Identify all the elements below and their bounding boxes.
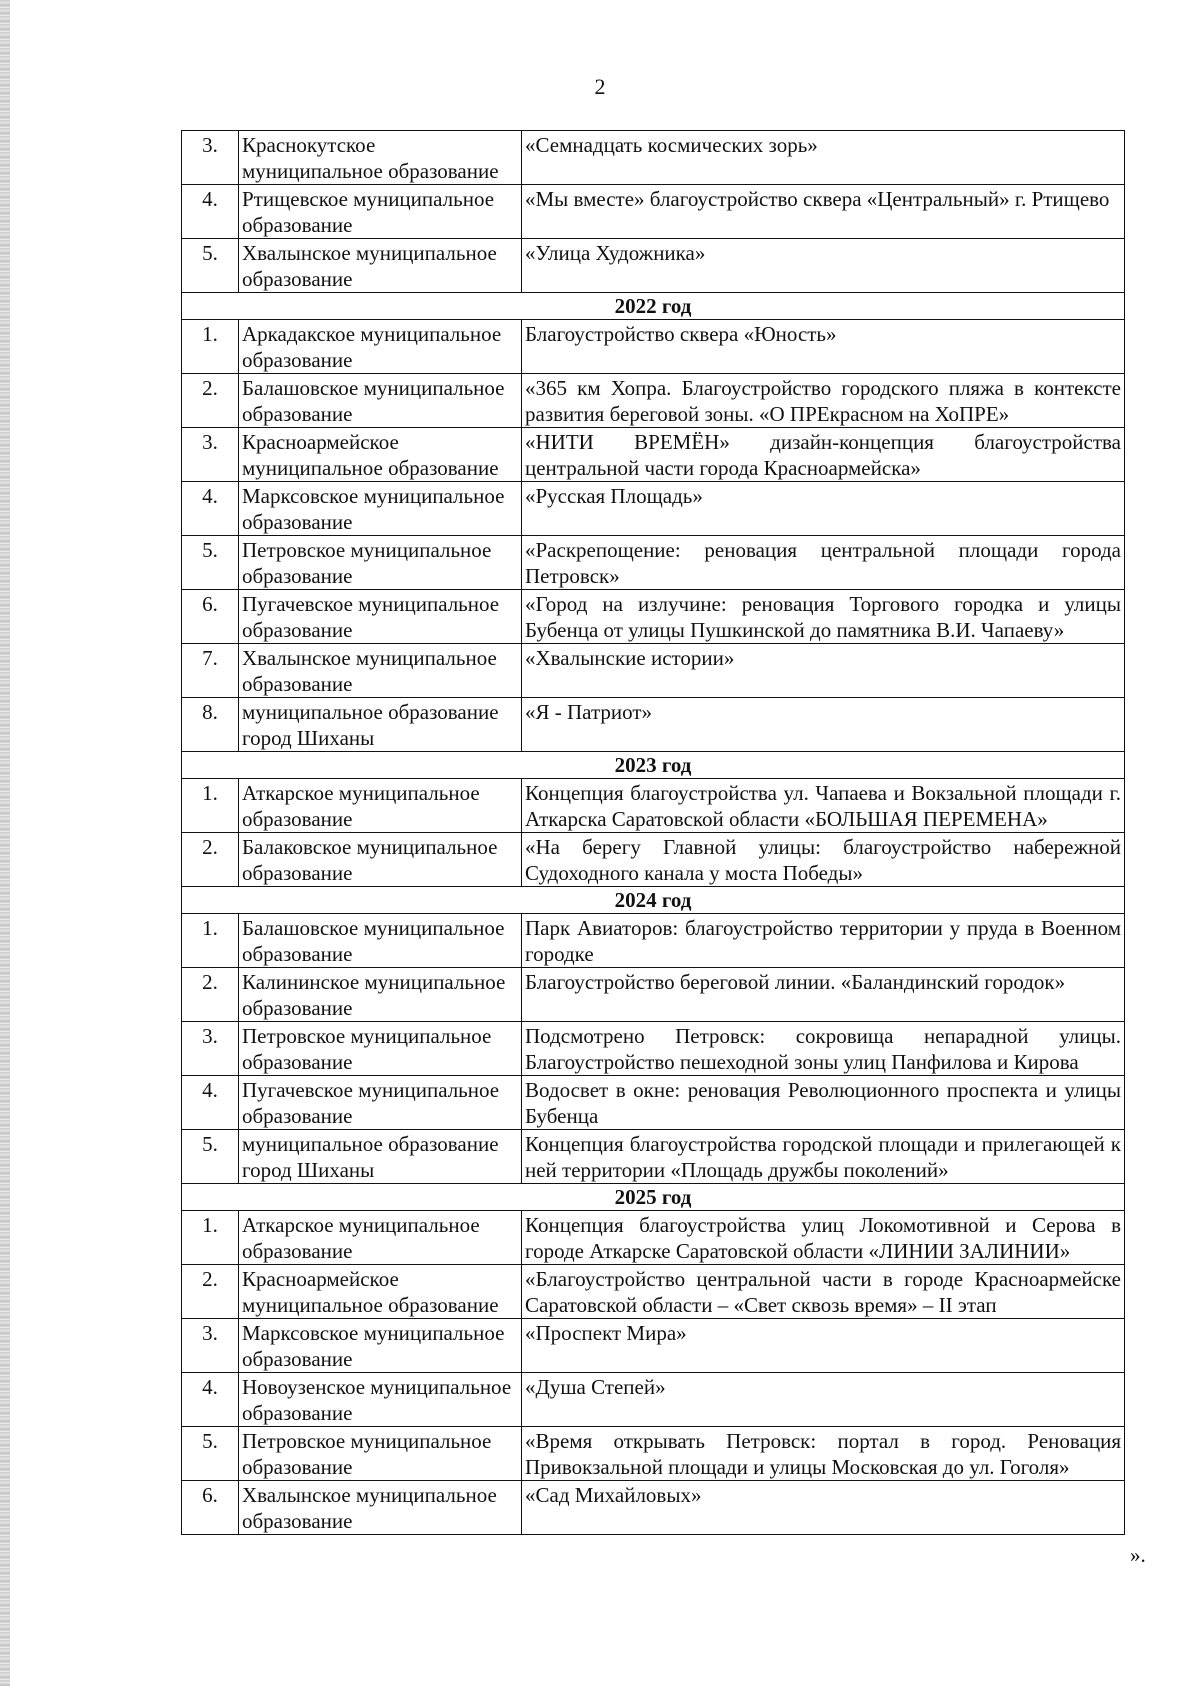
municipality-name: Пугачевское муниципальное образование — [239, 1076, 522, 1130]
page-number: 2 — [594, 74, 606, 99]
row-number: 3. — [182, 1319, 239, 1373]
table-row — [182, 482, 1125, 536]
row-number: 6. — [182, 1481, 239, 1535]
municipality-name: Марксовское муниципальное образование — [239, 482, 522, 536]
table-row — [182, 590, 1125, 644]
year-header-row — [182, 293, 1125, 320]
row-number: 4. — [182, 185, 239, 239]
table-row — [182, 185, 1125, 239]
table-row — [182, 428, 1125, 482]
row-number: 2. — [182, 968, 239, 1022]
project-title: «Душа Степей» — [522, 1373, 1125, 1427]
row-number: 5. — [182, 1427, 239, 1481]
row-number: 3. — [182, 1022, 239, 1076]
project-title: Водосвет в окне: реновация Революционного проспекта и улицы Бубенца — [522, 1076, 1125, 1130]
municipality-name: Петровское муниципальное образование — [239, 1022, 522, 1076]
year-header: 2025 год — [182, 1184, 1125, 1211]
table-row — [182, 131, 1125, 185]
project-title: «Город на излучине: реновация Торгового городка и улицы Бубенца от улицы Пушкинской до памятника В.И. Чапаеву» — [522, 590, 1125, 644]
project-title: Подсмотрено Петровск: сокровища непарадной улицы. Благоустройство пешеходной зоны улиц Панфилова и Кирова — [522, 1022, 1125, 1076]
table-row — [182, 374, 1125, 428]
row-number: 3. — [182, 131, 239, 185]
project-title: «Время открывать Петровск: портал в город. Реновация Привокзальной площади и улицы Московская до ул. Гоголя» — [522, 1427, 1125, 1481]
table-row — [182, 1265, 1125, 1319]
row-number: 2. — [182, 374, 239, 428]
year-header-row — [182, 1184, 1125, 1211]
municipality-name: Новоузенское муниципальное образование — [239, 1373, 522, 1427]
table-row — [182, 239, 1125, 293]
municipality-name: муниципальное образование город Шиханы — [239, 1130, 522, 1184]
year-header: 2024 год — [182, 887, 1125, 914]
table-row — [182, 1481, 1125, 1535]
table-row — [182, 320, 1125, 374]
closing-quote-mark: ». — [1130, 1543, 1146, 1567]
project-title: Концепция благоустройства ул. Чапаева и Вокзальной площади г. Аткарска Саратовской области «БОЛЬШАЯ ПЕРЕМЕНА» — [522, 779, 1125, 833]
project-title: «Благоустройство центральной части в городе Красноармейске Саратовской области – «Свет сквозь время» – II этап — [522, 1265, 1125, 1319]
table-body — [182, 131, 1125, 1535]
row-number: 8. — [182, 698, 239, 752]
year-header: 2023 год — [182, 752, 1125, 779]
municipality-name: Ртищевское муниципальное образование — [239, 185, 522, 239]
municipality-name: муниципальное образование город Шиханы — [239, 698, 522, 752]
table-row — [182, 536, 1125, 590]
municipality-name: Красноармейское муниципальное образование — [239, 1265, 522, 1319]
row-number: 1. — [182, 779, 239, 833]
year-header-row — [182, 887, 1125, 914]
row-number: 5. — [182, 239, 239, 293]
project-title: Концепция благоустройства улиц Локомотивной и Серова в городе Аткарске Саратовской области «ЛИНИИ ЗАЛИНИИ» — [522, 1211, 1125, 1265]
table-row — [182, 1427, 1125, 1481]
project-title: «Русская Площадь» — [522, 482, 1125, 536]
row-number: 4. — [182, 1076, 239, 1130]
municipality-name: Балашовское муниципальное образование — [239, 374, 522, 428]
municipality-name: Хвалынское муниципальное образование — [239, 1481, 522, 1535]
row-number: 3. — [182, 428, 239, 482]
municipality-name: Балаковское муниципальное образование — [239, 833, 522, 887]
project-title: «Проспект Мира» — [522, 1319, 1125, 1373]
project-title: Благоустройство сквера «Юность» — [522, 320, 1125, 374]
municipality-name: Краснокутское муниципальное образование — [239, 131, 522, 185]
row-number: 2. — [182, 833, 239, 887]
project-title: «На берегу Главной улицы: благоустройство набережной Судоходного канала у моста Победы» — [522, 833, 1125, 887]
project-title: «Я - Патриот» — [522, 698, 1125, 752]
row-number: 4. — [182, 1373, 239, 1427]
table-row — [182, 833, 1125, 887]
table-row — [182, 1076, 1125, 1130]
municipality-name: Петровское муниципальное образование — [239, 1427, 522, 1481]
table-row — [182, 914, 1125, 968]
project-title: «Раскрепощение: реновация центральной площади города Петровск» — [522, 536, 1125, 590]
row-number: 1. — [182, 914, 239, 968]
table-row — [182, 1319, 1125, 1373]
row-number: 7. — [182, 644, 239, 698]
row-number: 2. — [182, 1265, 239, 1319]
row-number: 5. — [182, 1130, 239, 1184]
row-number: 4. — [182, 482, 239, 536]
municipality-name: Пугачевское муниципальное образование — [239, 590, 522, 644]
table-row — [182, 698, 1125, 752]
project-title: Концепция благоустройства городской площади и прилегающей к ней территории «Площадь дружбы поколений» — [522, 1130, 1125, 1184]
table-row — [182, 1373, 1125, 1427]
table-row — [182, 968, 1125, 1022]
municipality-name: Аткарское муниципальное образование — [239, 1211, 522, 1265]
project-title: «Мы вместе» благоустройство сквера «Центральный» г. Ртищево — [522, 185, 1125, 239]
project-title: «Улица Художника» — [522, 239, 1125, 293]
municipality-name: Аткарское муниципальное образование — [239, 779, 522, 833]
table-row — [182, 1130, 1125, 1184]
projects-table — [181, 130, 1125, 1535]
project-title: «365 км Хопра. Благоустройство городского пляжа в контексте развития береговой зоны. «О ПРЕкрасном на ХоПРЕ» — [522, 374, 1125, 428]
municipality-name: Калининское муниципальное образование — [239, 968, 522, 1022]
table-row — [182, 1211, 1125, 1265]
row-number: 1. — [182, 1211, 239, 1265]
project-title: «Сад Михайловых» — [522, 1481, 1125, 1535]
row-number: 1. — [182, 320, 239, 374]
project-title: «Семнадцать космических зорь» — [522, 131, 1125, 185]
municipality-name: Аркадакское муниципальное образование — [239, 320, 522, 374]
row-number: 6. — [182, 590, 239, 644]
municipality-name: Красноармейское муниципальное образование — [239, 428, 522, 482]
table-row — [182, 644, 1125, 698]
table-row — [182, 779, 1125, 833]
project-title: Благоустройство береговой линии. «Баландинский городок» — [522, 968, 1125, 1022]
municipality-name: Хвалынское муниципальное образование — [239, 239, 522, 293]
municipality-name: Марксовское муниципальное образование — [239, 1319, 522, 1373]
year-header-row — [182, 752, 1125, 779]
scan-edge — [0, 0, 10, 1686]
year-header: 2022 год — [182, 293, 1125, 320]
project-title: Парк Авиаторов: благоустройство территории у пруда в Военном городке — [522, 914, 1125, 968]
row-number: 5. — [182, 536, 239, 590]
project-title: «Хвалынские истории» — [522, 644, 1125, 698]
municipality-name: Балашовское муниципальное образование — [239, 914, 522, 968]
municipality-name: Петровское муниципальное образование — [239, 536, 522, 590]
municipality-name: Хвалынское муниципальное образование — [239, 644, 522, 698]
project-title: «НИТИ ВРЕМЁН» дизайн-концепция благоустройства центральной части города Красноармейска» — [522, 428, 1125, 482]
table-row — [182, 1022, 1125, 1076]
